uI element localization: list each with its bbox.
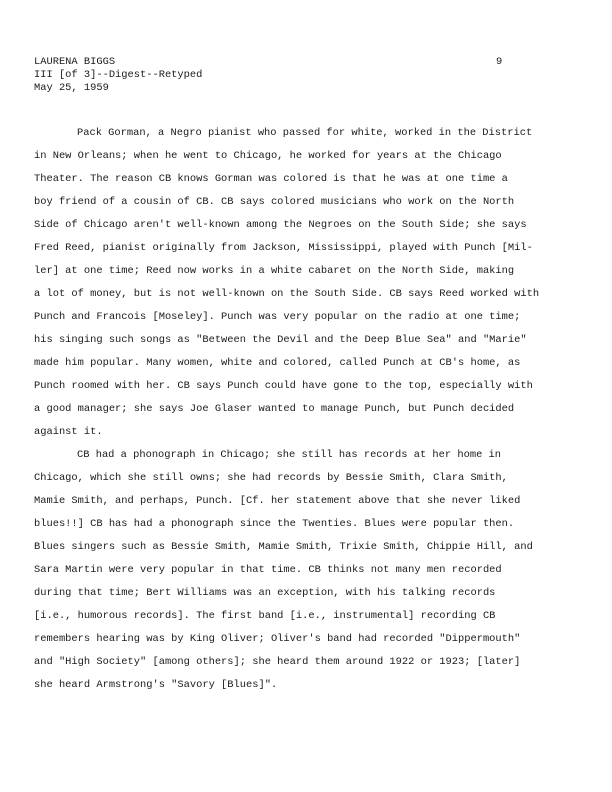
- text-line: remembers hearing was by King Oliver; Oliver's band had recorded "Dippermouth": [34, 633, 521, 645]
- text-line: against it.: [34, 426, 103, 438]
- section-label: III [of 3]--Digest--Retyped: [34, 69, 203, 81]
- text-line: during that time; Bert Williams was an exception, with his talking records: [34, 587, 496, 599]
- page-number: 9: [496, 56, 503, 68]
- text-line: Chicago, which she still owns; she had records by Bessie Smith, Clara Smith,: [34, 472, 508, 484]
- text-line: she heard Armstrong's "Savory [Blues]".: [34, 679, 278, 691]
- text-line: blues!!] CB has had a phonograph since the Twenties. Blues were popular then.: [34, 518, 515, 530]
- text-line: Punch roomed with her. CB says Punch could have gone to the top, especially with: [34, 380, 533, 392]
- text-line: a lot of money, but is not well-known on the South Side. CB says Reed worked with: [34, 288, 540, 300]
- interviewee-name: LAURENA BIGGS: [34, 56, 116, 68]
- text-line: ler] at one time; Reed now works in a white cabaret on the North Side, making: [34, 265, 515, 277]
- text-line: Sara Martin were very popular in that time. CB thinks not many men recorded: [34, 564, 502, 576]
- text-line: CB had a phonograph in Chicago; she still has records at her home in: [77, 449, 502, 461]
- text-line: Pack Gorman, a Negro pianist who passed for white, worked in the District: [77, 127, 533, 139]
- text-line: Fred Reed, pianist originally from Jackson, Mississippi, played with Punch [Mil-: [34, 242, 533, 254]
- text-line: [i.e., humorous records]. The first band [i.e., instrumental] recording CB: [34, 610, 496, 622]
- text-line: and "High Society" [among others]; she heard them around 1922 or 1923; [later]: [34, 656, 521, 668]
- text-line: Theater. The reason CB knows Gorman was colored is that he was at one time a: [34, 173, 508, 185]
- text-line: Mamie Smith, and perhaps, Punch. [Cf. her statement above that she never liked: [34, 495, 521, 507]
- text-line: Blues singers such as Bessie Smith, Mamie Smith, Trixie Smith, Chippie Hill, and: [34, 541, 533, 553]
- text-line: Punch and Francois [Moseley]. Punch was very popular on the radio at one time;: [34, 311, 521, 323]
- document-date: May 25, 1959: [34, 82, 109, 94]
- text-line: his singing such songs as "Between the Devil and the Deep Blue Sea" and "Marie": [34, 334, 527, 346]
- text-line: Side of Chicago aren't well-known among the Negroes on the South Side; she says: [34, 219, 527, 231]
- text-line: in New Orleans; when he went to Chicago, he worked for years at the Chicago: [34, 150, 502, 162]
- text-line: boy friend of a cousin of CB. CB says colored musicians who work on the North: [34, 196, 515, 208]
- text-line: a good manager; she says Joe Glaser wanted to manage Punch, but Punch decided: [34, 403, 515, 415]
- text-line: made him popular. Many women, white and colored, called Punch at CB's home, as: [34, 357, 521, 369]
